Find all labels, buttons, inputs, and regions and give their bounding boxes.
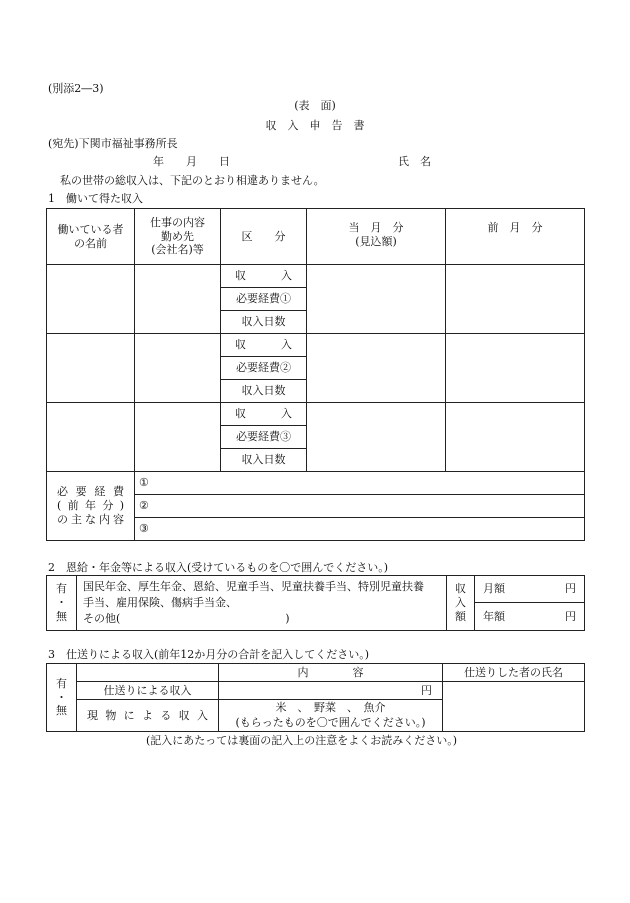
worker3-previous-cell[interactable]: [446, 403, 585, 472]
monthly-amount-field[interactable]: 月額 円: [475, 576, 585, 603]
worker2-current-cell[interactable]: [307, 334, 446, 403]
declaration-text: 私の世帯の総収入は、下記のとおり相違ありません。: [60, 174, 325, 187]
addressee: (宛先)下関市福祉事務所長: [48, 137, 178, 150]
worker1-previous-cell[interactable]: [446, 265, 585, 334]
income-amount-label: 収 入 額: [447, 576, 475, 631]
pension-types[interactable]: 国民年金、厚生年金、恩給、児童手当、児童扶養手当、特別児童扶養 手当、雇用保険、傷病手当金、 その他( ): [77, 576, 447, 631]
expense-item-2[interactable]: ②: [135, 495, 585, 518]
footer-note: (記入にあたっては裏面の記入上の注意をよくお読みください。): [146, 734, 458, 747]
allowance-presence[interactable]: 有 ・ 無: [47, 664, 77, 732]
header-job-content: 仕事の内容 勤め先 (会社名)等: [135, 209, 221, 265]
goods-options[interactable]: 米 、 野菜 、 魚介 (もらったものを〇で囲んでください。): [219, 700, 443, 732]
row-income-label: 収入: [221, 403, 307, 426]
name-label: 氏 名: [398, 155, 431, 168]
row-income-label: 収入: [221, 265, 307, 288]
worker2-previous-cell[interactable]: [446, 334, 585, 403]
row-expense1-label: 必要経費①: [221, 288, 307, 311]
row-expense2-label: 必要経費②: [221, 357, 307, 380]
row-days-label: 収入日数: [221, 311, 307, 334]
date-field: 年 月 日: [153, 155, 230, 168]
header-previous-month: 前 月 分: [446, 209, 585, 265]
header-content: 内 容: [219, 664, 443, 682]
money-amount-field[interactable]: 円: [219, 682, 443, 700]
attachment-number: (別添2―3): [48, 82, 104, 95]
worker1-job-cell[interactable]: [135, 265, 221, 334]
worker2-name-cell[interactable]: [47, 334, 135, 403]
form-title: 収 入 申 告 書: [265, 119, 365, 132]
header-worker-name: 働いている者 の名前: [47, 209, 135, 265]
side-label: (表 面): [294, 99, 336, 112]
section2-heading: 2 恩給・年金等による収入(受けているものを〇で囲んでください。): [48, 561, 389, 574]
section3-heading: 3 仕送りによる収入(前年12か月分の合計を記入してください。): [48, 648, 370, 661]
expense-content-label: 必要経費 (前年分) の主な内容: [47, 472, 135, 541]
pension-income-table: [46, 575, 585, 631]
header-current-month: 当 月 分 (見込額): [307, 209, 446, 265]
row-money-label: 仕送りによる収入: [77, 682, 219, 700]
worker1-name-cell[interactable]: [47, 265, 135, 334]
row-income-label: 収入: [221, 334, 307, 357]
earned-income-table: [46, 208, 585, 541]
worker2-job-cell[interactable]: [135, 334, 221, 403]
expense-item-3[interactable]: ③: [135, 518, 585, 541]
section1-heading: 1 働いて得た収入: [48, 192, 143, 205]
pension-presence[interactable]: 有 ・ 無: [47, 576, 77, 631]
sender-name-field[interactable]: [443, 682, 585, 732]
row-expense3-label: 必要経費③: [221, 426, 307, 449]
header-sender-name: 仕送りした者の氏名: [443, 664, 585, 682]
worker1-current-cell[interactable]: [307, 265, 446, 334]
header-category: 区 分: [221, 209, 307, 265]
yearly-amount-field[interactable]: 年額 円: [475, 603, 585, 630]
row-goods-label: 現物による収入: [77, 700, 219, 732]
row-days-label: 収入日数: [221, 449, 307, 472]
worker3-current-cell[interactable]: [307, 403, 446, 472]
worker3-name-cell[interactable]: [47, 403, 135, 472]
allowance-income-table: [46, 663, 585, 732]
worker3-job-cell[interactable]: [135, 403, 221, 472]
expense-item-1[interactable]: ①: [135, 472, 585, 495]
row-days-label: 収入日数: [221, 380, 307, 403]
allowance-corner-cell: [77, 664, 219, 682]
